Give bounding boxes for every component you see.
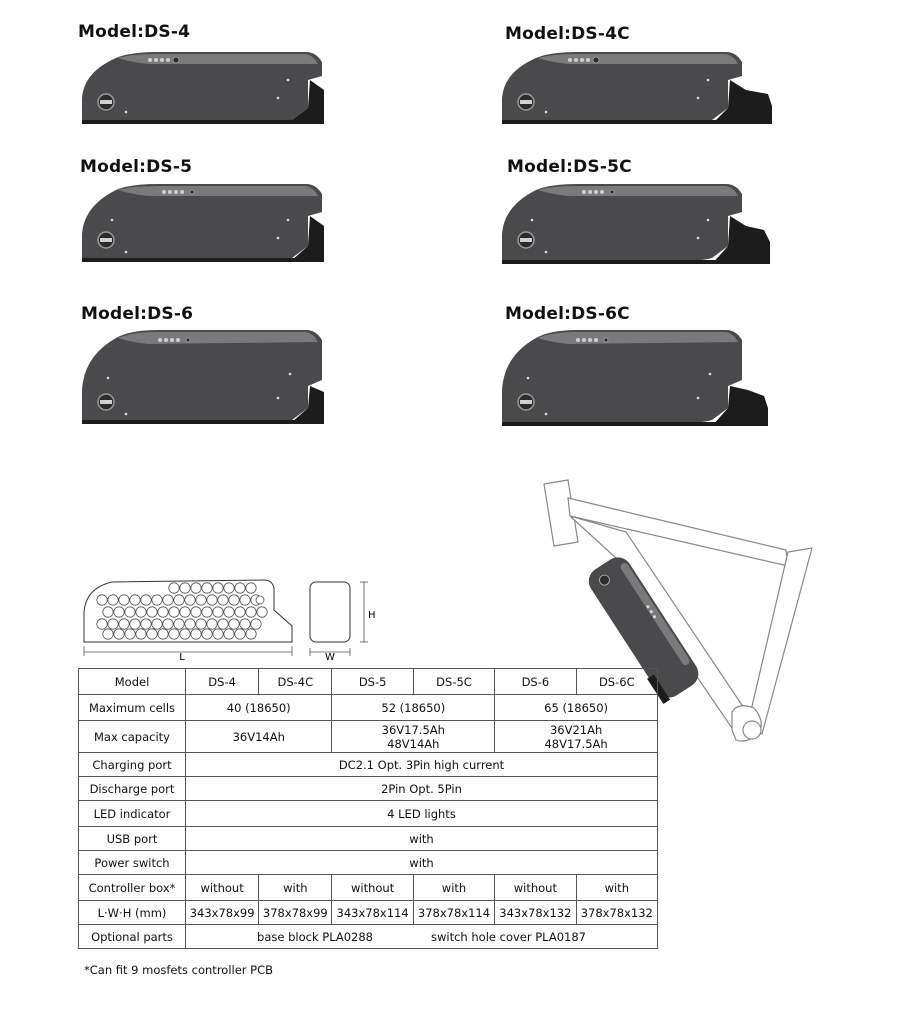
model-title-ds5: Model:DS-5 bbox=[80, 157, 193, 177]
table-cell bbox=[495, 721, 658, 753]
end-view-diagram bbox=[300, 576, 380, 662]
table-row bbox=[79, 777, 658, 801]
cell-circle bbox=[114, 629, 124, 639]
table-cell bbox=[186, 925, 658, 949]
cell-circle bbox=[97, 595, 107, 605]
battery-image-ds4 bbox=[78, 50, 338, 130]
cell-circle bbox=[147, 607, 157, 617]
cell-circle bbox=[257, 607, 267, 617]
cell-circle bbox=[246, 583, 256, 593]
table-row bbox=[79, 695, 658, 721]
cell-circle bbox=[246, 629, 256, 639]
cell-circle bbox=[224, 607, 234, 617]
spec-table bbox=[78, 668, 658, 949]
cell-circle bbox=[180, 607, 190, 617]
cell-circle bbox=[213, 607, 223, 617]
model-title-ds6c: Model:DS-6C bbox=[505, 304, 630, 324]
cell-circle bbox=[136, 629, 146, 639]
model-title-ds5c: Model:DS-5C bbox=[507, 157, 632, 177]
row-label: Discharge port bbox=[79, 777, 186, 801]
cell-circle bbox=[141, 619, 151, 629]
cell-circle bbox=[224, 629, 234, 639]
battery-image-ds6c bbox=[498, 328, 778, 428]
cell-circle bbox=[130, 619, 140, 629]
cell-circle bbox=[180, 629, 190, 639]
row-label: Controller box* bbox=[79, 875, 186, 901]
row-label: Optional parts bbox=[79, 925, 186, 949]
table-cell: with bbox=[576, 875, 657, 901]
table-row bbox=[79, 801, 658, 827]
row-label: Max capacity bbox=[79, 721, 186, 753]
cell-circle bbox=[163, 619, 173, 629]
cell-circle bbox=[185, 595, 195, 605]
table-row bbox=[79, 875, 658, 901]
table-cell: without bbox=[495, 875, 576, 901]
cell-circle bbox=[191, 583, 201, 593]
table-row bbox=[79, 851, 658, 875]
table-cell: DS-4C bbox=[259, 669, 332, 695]
table-cell: with bbox=[259, 875, 332, 901]
table-cell: 343x78x132 bbox=[495, 901, 576, 925]
cell-circle bbox=[108, 595, 118, 605]
cell-circle bbox=[169, 607, 179, 617]
footnote: *Can fit 9 mosfets controller PCB bbox=[84, 963, 274, 977]
optional-part: base block PLA0288 bbox=[257, 929, 373, 944]
cell-circle bbox=[152, 595, 162, 605]
capacity-value: 48V14Ah bbox=[387, 736, 440, 751]
table-cell: DS-6C bbox=[576, 669, 657, 695]
cell-circle bbox=[191, 629, 201, 639]
table-header-model: Model bbox=[79, 669, 186, 695]
table-cell: with bbox=[413, 875, 494, 901]
table-cell: with bbox=[186, 827, 658, 851]
cell-circle bbox=[174, 619, 184, 629]
table-cell: 378x78x99 bbox=[259, 901, 332, 925]
cell-circle bbox=[235, 629, 245, 639]
model-title-ds4: Model:DS-4 bbox=[78, 22, 191, 42]
table-cell: DS-4 bbox=[186, 669, 259, 695]
table-cell: with bbox=[186, 851, 658, 875]
cell-circle bbox=[235, 583, 245, 593]
table-row bbox=[79, 827, 658, 851]
battery-image-ds5 bbox=[78, 182, 338, 268]
cell-circle bbox=[97, 619, 107, 629]
cell-circle bbox=[103, 629, 113, 639]
cell-circle bbox=[125, 607, 135, 617]
capacity-value: 48V17.5Ah bbox=[544, 736, 608, 751]
cell-circle bbox=[103, 607, 113, 617]
model-title-ds4c: Model:DS-4C bbox=[505, 24, 630, 44]
table-row bbox=[79, 753, 658, 777]
row-label: Maximum cells bbox=[79, 695, 186, 721]
table-cell: 40 (18650) bbox=[186, 695, 332, 721]
table-cell: 343x78x99 bbox=[186, 901, 259, 925]
cell-circle bbox=[185, 619, 195, 629]
cell-circle bbox=[202, 629, 212, 639]
table-cell: 52 (18650) bbox=[332, 695, 495, 721]
cell-circle bbox=[169, 629, 179, 639]
cell-circle bbox=[246, 607, 256, 617]
cell-circle bbox=[180, 583, 190, 593]
table-cell: 65 (18650) bbox=[495, 695, 658, 721]
table-cell: 378x78x132 bbox=[576, 901, 657, 925]
table-cell: 2Pin Opt. 5Pin bbox=[186, 777, 658, 801]
cell-circle bbox=[240, 595, 250, 605]
cell-circle bbox=[174, 595, 184, 605]
cell-circle bbox=[119, 619, 129, 629]
table-cell: without bbox=[186, 875, 259, 901]
row-label: Power switch bbox=[79, 851, 186, 875]
table-cell: 343x78x114 bbox=[332, 901, 413, 925]
table-row bbox=[79, 721, 658, 753]
table-row bbox=[79, 669, 658, 695]
cell-circle bbox=[191, 607, 201, 617]
cell-circle bbox=[108, 619, 118, 629]
cell-circle bbox=[114, 607, 124, 617]
table-cell: without bbox=[332, 875, 413, 901]
row-label: L·W·H (mm) bbox=[79, 901, 186, 925]
cell-circle bbox=[218, 595, 228, 605]
cell-circle bbox=[202, 583, 212, 593]
table-cell: 378x78x114 bbox=[413, 901, 494, 925]
row-label: LED indicator bbox=[79, 801, 186, 827]
cell-circle bbox=[229, 619, 239, 629]
capacity-value: 36V17.5Ah bbox=[381, 722, 445, 737]
table-cell bbox=[186, 721, 332, 753]
cell-circle bbox=[240, 619, 250, 629]
table-cell: DS-5 bbox=[332, 669, 413, 695]
cell-circle bbox=[251, 619, 261, 629]
cell-circle bbox=[152, 619, 162, 629]
table-cell: DS-5C bbox=[413, 669, 494, 695]
length-label: L bbox=[179, 652, 185, 662]
cell-circle bbox=[213, 629, 223, 639]
cell-circle bbox=[169, 583, 179, 593]
cell-circle bbox=[125, 629, 135, 639]
width-label: W bbox=[325, 652, 335, 662]
battery-image-ds5c bbox=[498, 182, 778, 268]
table-row bbox=[79, 901, 658, 925]
cell-circle bbox=[207, 595, 217, 605]
cell-circle bbox=[130, 595, 140, 605]
model-title-ds6: Model:DS-6 bbox=[81, 304, 194, 324]
cell-circle bbox=[158, 629, 168, 639]
cell-circle bbox=[196, 595, 206, 605]
row-label: Charging port bbox=[79, 753, 186, 777]
optional-part: switch hole cover PLA0187 bbox=[431, 929, 586, 944]
table-row bbox=[79, 925, 658, 949]
cell-circle bbox=[136, 607, 146, 617]
cell-circle bbox=[207, 619, 217, 629]
capacity-value: 36V21Ah bbox=[549, 722, 603, 737]
battery-image-ds4c bbox=[498, 50, 778, 130]
cell-circle bbox=[141, 595, 151, 605]
battery-image-ds6 bbox=[78, 328, 338, 428]
cell-circle bbox=[202, 607, 212, 617]
row-label: USB port bbox=[79, 827, 186, 851]
cell-circle bbox=[196, 619, 206, 629]
cell-circle bbox=[235, 607, 245, 617]
table-cell: DC2.1 Opt. 3Pin high current bbox=[186, 753, 658, 777]
cell-circle bbox=[224, 583, 234, 593]
table-cell bbox=[332, 721, 495, 753]
height-label: H bbox=[368, 610, 376, 621]
cell-circle bbox=[229, 595, 239, 605]
capacity-value: 36V14Ah bbox=[232, 729, 285, 744]
cell-circle bbox=[158, 607, 168, 617]
table-cell: DS-6 bbox=[495, 669, 576, 695]
table-cell: 4 LED lights bbox=[186, 801, 658, 827]
cell-circle bbox=[119, 595, 129, 605]
cell-layout-diagram bbox=[78, 576, 298, 662]
cell-circle bbox=[147, 629, 157, 639]
cell-circle bbox=[213, 583, 223, 593]
cell-circle bbox=[163, 595, 173, 605]
cell-circle bbox=[218, 619, 228, 629]
